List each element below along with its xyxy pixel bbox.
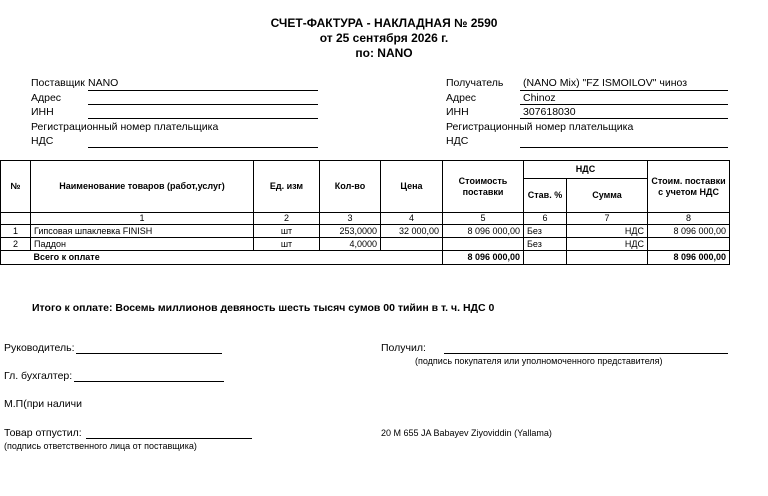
supplier-inn-label: ИНН — [31, 106, 54, 118]
row-qty: 4,0000 — [320, 238, 381, 251]
total-rate-blank — [524, 251, 567, 265]
items-table — [0, 160, 730, 265]
received-line — [444, 353, 728, 354]
recipient-address-label: Адрес — [446, 92, 477, 104]
stamp-label: М.П(при наличи — [4, 398, 82, 410]
supplier-inn-line — [88, 118, 318, 119]
header-qty: Кол-во — [320, 161, 381, 213]
invoice-date: от 25 сентября 2026 г. — [319, 31, 449, 45]
recipient-nds-label: НДС — [446, 135, 469, 147]
table-row — [1, 225, 730, 238]
supplier-line — [88, 90, 318, 91]
row-unit: шт — [254, 238, 320, 251]
supplier-reg-label: Регистрационный номер плательщика — [31, 121, 219, 133]
recipient-value: (NANO Mix) "FZ ISMOILOV" чиноз — [523, 77, 688, 89]
row-name: Паддон — [31, 238, 254, 251]
row-cost: 8 096 000,00 — [443, 225, 524, 238]
released-line — [86, 438, 252, 439]
recipient-line — [520, 90, 728, 91]
recipient-address-value: Chinoz — [523, 92, 556, 104]
invoice-title: СЧЕТ-ФАКТУРА - НАКЛАДНАЯ № 2590 — [270, 16, 498, 30]
row-num: 1 — [1, 225, 31, 238]
col-number: 2 — [254, 213, 320, 225]
director-line — [76, 353, 222, 354]
accountant-line — [74, 381, 224, 382]
invoice-for: по: NANO — [355, 46, 413, 60]
row-sum: НДС — [567, 225, 648, 238]
row-unit: шт — [254, 225, 320, 238]
column-numbers-row — [1, 213, 730, 225]
supplier-value: NANO — [88, 77, 119, 89]
supplier-nds-label: НДС — [31, 135, 54, 147]
recipient-reg-label: Регистрационный номер плательщика — [446, 121, 634, 133]
col-number — [1, 213, 31, 225]
row-rate: Без — [524, 238, 567, 251]
row-total: 8 096 000,00 — [648, 225, 730, 238]
header-price: Цена — [381, 161, 443, 213]
recipient-address-line — [520, 104, 728, 105]
header-sum: Сумма — [567, 179, 648, 213]
supplier-label: Поставщик — [31, 77, 85, 89]
header-unit: Ед. изм — [254, 161, 320, 213]
row-sum: НДС — [567, 238, 648, 251]
row-num: 2 — [1, 238, 31, 251]
power-of-attorney: 20 M 655 JA Babayev Ziyoviddin (Yallama) — [381, 428, 552, 438]
total-label: Всего к оплате — [31, 251, 443, 265]
col-number: 7 — [567, 213, 648, 225]
total-sum-blank — [567, 251, 648, 265]
header-cost: Стоимость поставки — [443, 161, 524, 213]
row-name: Гипсовая шпаклевка FINISH — [31, 225, 254, 238]
amount-in-words: Итого к оплате: Восемь миллионов девяность шесть тысяч сумов 00 тийин в т. ч. НДС 0 — [32, 302, 495, 314]
recipient-inn-label: ИНН — [446, 106, 469, 118]
row-price — [381, 238, 443, 251]
col-number: 5 — [443, 213, 524, 225]
col-number: 8 — [648, 213, 730, 225]
row-qty: 253,0000 — [320, 225, 381, 238]
row-rate: Без — [524, 225, 567, 238]
col-number: 3 — [320, 213, 381, 225]
row-cost — [443, 238, 524, 251]
header-rate: Став. % — [524, 179, 567, 213]
total-with-nds: 8 096 000,00 — [648, 251, 730, 265]
received-note: (подпись покупателя или уполномоченного представителя) — [415, 356, 663, 366]
total-blank — [1, 251, 31, 265]
recipient-inn-value: 307618030 — [523, 106, 576, 118]
accountant-label: Гл. бухгалтер: — [4, 370, 73, 382]
col-number: 6 — [524, 213, 567, 225]
table-row — [1, 238, 730, 251]
supplier-address-line — [88, 104, 318, 105]
recipient-inn-line — [520, 118, 728, 119]
header-nds: НДС — [524, 161, 648, 179]
header-num: № — [1, 161, 31, 213]
row-price: 32 000,00 — [381, 225, 443, 238]
header-name: Наименование товаров (работ,услуг) — [31, 161, 254, 213]
col-number: 4 — [381, 213, 443, 225]
received-label: Получил: — [381, 342, 426, 354]
recipient-nds-line — [520, 147, 728, 148]
header-total: Стоим. поставки с учетом НДС — [648, 161, 730, 213]
released-note: (подпись ответственного лица от поставщика) — [4, 441, 197, 451]
total-cost: 8 096 000,00 — [443, 251, 524, 265]
director-label: Руководитель: — [4, 342, 75, 354]
total-row — [1, 251, 730, 265]
row-total — [648, 238, 730, 251]
supplier-address-label: Адрес — [31, 92, 62, 104]
released-label: Товар отпустил: — [4, 427, 82, 439]
col-number: 1 — [31, 213, 254, 225]
recipient-label: Получатель — [446, 77, 504, 89]
supplier-nds-line — [88, 147, 318, 148]
